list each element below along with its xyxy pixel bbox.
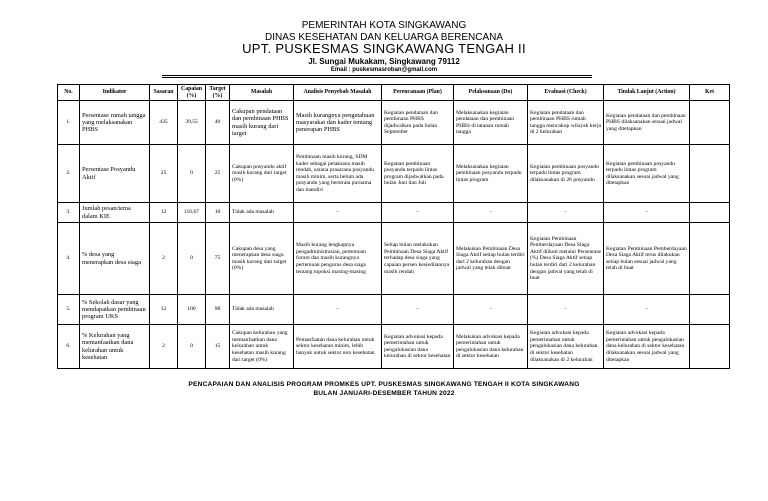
cell-masalah: Tidak ada masalah (230, 203, 294, 223)
cell-action: Kegiatan Pembinaan Pemberdayaan Desa Siaga Aktif terus dilakukan setiap bulan sesuai jadwal yang telah di buat (604, 223, 690, 295)
cell-no: 6. (58, 325, 80, 369)
header-rule-bottom (162, 77, 592, 78)
table-row (58, 145, 730, 203)
cell-indikator: % Sekolah dasar yang mendapatkan pembinaan program UKS (80, 295, 150, 325)
cell-do: Melakukan advokasi kepada pemerintahan untuk pengalokasian dana kelurahan di sektor kesehatan (454, 325, 528, 369)
report-title: PENCAPAIAN DAN ANALISIS PROGRAM PROMKES UPT. PUSKESMAS SINGKAWANG TENGAH II KOTA SINGKAWANG (188, 381, 580, 388)
cell-analisis: Pemanfaatan dana kelurahan untuk sektor kesehatan minim, lebih banyak untuk sektor non kesehatan (294, 325, 382, 369)
table-row (58, 223, 730, 295)
cell-target: 10 (206, 203, 230, 223)
cell-do: Melakukan Pembinaan Desa Siaga Aktif setiap bulan terdiri dari 2 kelurahan dengan jadwal yang telah dibuat (454, 223, 528, 295)
cell-do: - (454, 203, 528, 223)
cell-check: Kegiatan Pembinaan Pemberdayaan Desa Siaga Aktif diikuti melalui Persentase (%) Desa Siaga Aktif setiap bulan terdiri dari 2 kelurahan dengan jadwal yang telah di buat (528, 223, 604, 295)
col-header-indikator: Indikator (80, 85, 150, 101)
col-header-ket: Ket (690, 85, 730, 101)
cell-analisis: Masih kurang lengkapnya pengadministrasian, pertemuan forum dan masih kurangnya pertemuan pengurus desa siaga tentang tupoksi masing-masing (294, 223, 382, 295)
cell-indikator: Persentase Posyandu Aktif (80, 145, 150, 203)
cell-masalah: Cakupan desa yang menerapkan desa siaga masih kurang dari target (0%) (230, 223, 294, 295)
cell-target: 40 (206, 101, 230, 145)
table-row (58, 325, 730, 369)
cell-plan: Kegiatan advokasi kepada pemerintahan untuk pengalokasian dana kelurahan di sektor kesehatan (382, 325, 454, 369)
cell-capaian: 0 (178, 223, 206, 295)
cell-capaian: 39,55 (178, 101, 206, 145)
cell-do: Melaksanakan kegiatan pembinaan posyandu terpadu lintas program (454, 145, 528, 203)
cell-target: 75 (206, 223, 230, 295)
cell-sasaran: 435 (150, 101, 178, 145)
table-row (58, 101, 730, 145)
cell-analisis: Pembinaan masih kurang, SDM kader sebagai pelaksana masih rendah, sarana prasarana posyandu masih minim, serta belum ada posyandu yang berstrata purnama dan mandiri (294, 145, 382, 203)
cell-sasaran: 12 (150, 295, 178, 325)
cell-plan: Kegiatan pembinaan posyandu terpadu lintas program dijadwalkan pada bulan Juni dan Juli (382, 145, 454, 203)
header-rule-top (162, 75, 592, 76)
table-row (58, 295, 730, 325)
cell-check: Kegiatan pembinaan posyandu terpadu lintas program dilaksanakan di 26 posyandu (528, 145, 604, 203)
cell-capaian: 100 (178, 295, 206, 325)
cell-analisis: Masih kurangnya pengetahuan masyarakat dan kader tentang penerapan PHBS (294, 101, 382, 145)
col-header-sasaran: Sasaran (150, 85, 178, 101)
cell-action: Kegiatan pendataan dan pembinaan PHBS dilaksanakan sesuai jadwal yang ditetapkan (604, 101, 690, 145)
cell-target: 98 (206, 295, 230, 325)
cell-sasaran: 25 (150, 145, 178, 203)
agency-title: DINAS KESEHATAN DAN KELUARGA BERENCANA (264, 32, 504, 43)
cell-no: 2. (58, 145, 80, 203)
analysis-table (57, 84, 730, 369)
cell-check: - (528, 203, 604, 223)
cell-ket (690, 145, 730, 203)
cell-analisis: - (294, 203, 382, 223)
cell-action: - (604, 203, 690, 223)
col-header-capaian: Capaian (%) (178, 85, 206, 101)
cell-no: 5. (58, 295, 80, 325)
cell-ket (690, 203, 730, 223)
cell-plan: - (382, 203, 454, 223)
cell-masalah: Cakupan posyandu aktif masih kurang dari target (0%) (230, 145, 294, 203)
col-header-masalah: Masalah (230, 85, 294, 101)
cell-target: 15 (206, 325, 230, 369)
cell-check: Kegiatan advokasi kepada pemerintahan untuk pengalokasian dana kelurahan di sektor kesehatan dilaksanakan di 2 kelurahan (528, 325, 604, 369)
government-title: PEMERINTAH KOTA SINGKAWANG (301, 20, 467, 31)
cell-analisis: - (294, 295, 382, 325)
cell-do: Melaksanakan kegiatan pendataan dan pembinaan PHBS di tatanan rumah tangga (454, 101, 528, 145)
cell-action: - (604, 295, 690, 325)
cell-check: - (528, 295, 604, 325)
cell-ket (690, 101, 730, 145)
col-header-no: No. (58, 85, 80, 101)
cell-ket (690, 223, 730, 295)
cell-no: 1. (58, 101, 80, 145)
address-line: Jl. Sungai Mukakam, Singkawang 79112 (308, 57, 460, 66)
email-line: Email : puskesmasroban@gmail.com (330, 67, 438, 73)
cell-masalah: Cakupan pendataan dan pembinaan PHBS masih kurang dari target (230, 101, 294, 145)
cell-ket (690, 325, 730, 369)
cell-do: - (454, 295, 528, 325)
cell-indikator: Jumlah pesan/tema dalam KIE (80, 203, 150, 223)
cell-capaian: 0 (178, 145, 206, 203)
cell-masalah: Tidak ada masalah (230, 295, 294, 325)
cell-sasaran: 2 (150, 223, 178, 295)
col-header-target: Target (%) (206, 85, 230, 101)
cell-indikator: % desa yang menerapkan desa siaga (80, 223, 150, 295)
cell-ket (690, 295, 730, 325)
cell-capaian: 0 (178, 325, 206, 369)
cell-plan: Setiap bulan melakukan Pembinaan Desa Siaga Aktif terhadap desa siaga yang capaian persen kesiedilannya masih rendah (382, 223, 454, 295)
cell-indikator: % Kelurahan yang memanfaatkan dana kelurahan untuk kesehatan (80, 325, 150, 369)
cell-masalah: Cakupan kelurahan yang memanfaatkan dana kelurahan untuk kesehatan masih kurang dari target (0%) (230, 325, 294, 369)
cell-action: Kegiatan pembinaan posyandu terpadu lintas program dilaksanakan sesuai jadwal yang ditetapkan (604, 145, 690, 203)
col-header-plan: Perencanaan (Plan) (382, 85, 454, 101)
cell-no: 3. (58, 203, 80, 223)
report-period: BULAN JANUARI-DESEMBER TAHUN 2022 (313, 390, 455, 397)
cell-sasaran: 12 (150, 203, 178, 223)
puskesmas-title: UPT. PUSKESMAS SINGKAWANG TENGAH II (242, 41, 526, 56)
cell-target: 25 (206, 145, 230, 203)
col-header-analisis: Analisis Penyebab Masalah (294, 85, 382, 101)
col-header-do: Pelaksanaan (Do) (454, 85, 528, 101)
col-header-action: Tindak Lanjut (Action) (604, 85, 690, 101)
cell-plan: Kegiatan pendataan dan pembinaan PHBS dijadwalkan pada bulan September (382, 101, 454, 145)
cell-check: Kegiatan pendataan dan pembinaan PHBS rumah tangga mencakup wilayah kerja di 2 kelurahan (528, 101, 604, 145)
cell-indikator: Persentase rumah tangga yang melaksanakan PHBS (80, 101, 150, 145)
cell-sasaran: 2 (150, 325, 178, 369)
table-header-row (58, 85, 730, 101)
cell-plan: - (382, 295, 454, 325)
cell-no: 4. (58, 223, 80, 295)
col-header-check: Evaluasi (Check) (528, 85, 604, 101)
table-row (58, 203, 730, 223)
cell-capaian: 116,67 (178, 203, 206, 223)
cell-action: Kegiatan advokasi kepada pemerintahan untuk pengalokasian dana kelurahan di sektor kesehatan dilaksanakan sesuai jadwal yang ditetapkan (604, 325, 690, 369)
